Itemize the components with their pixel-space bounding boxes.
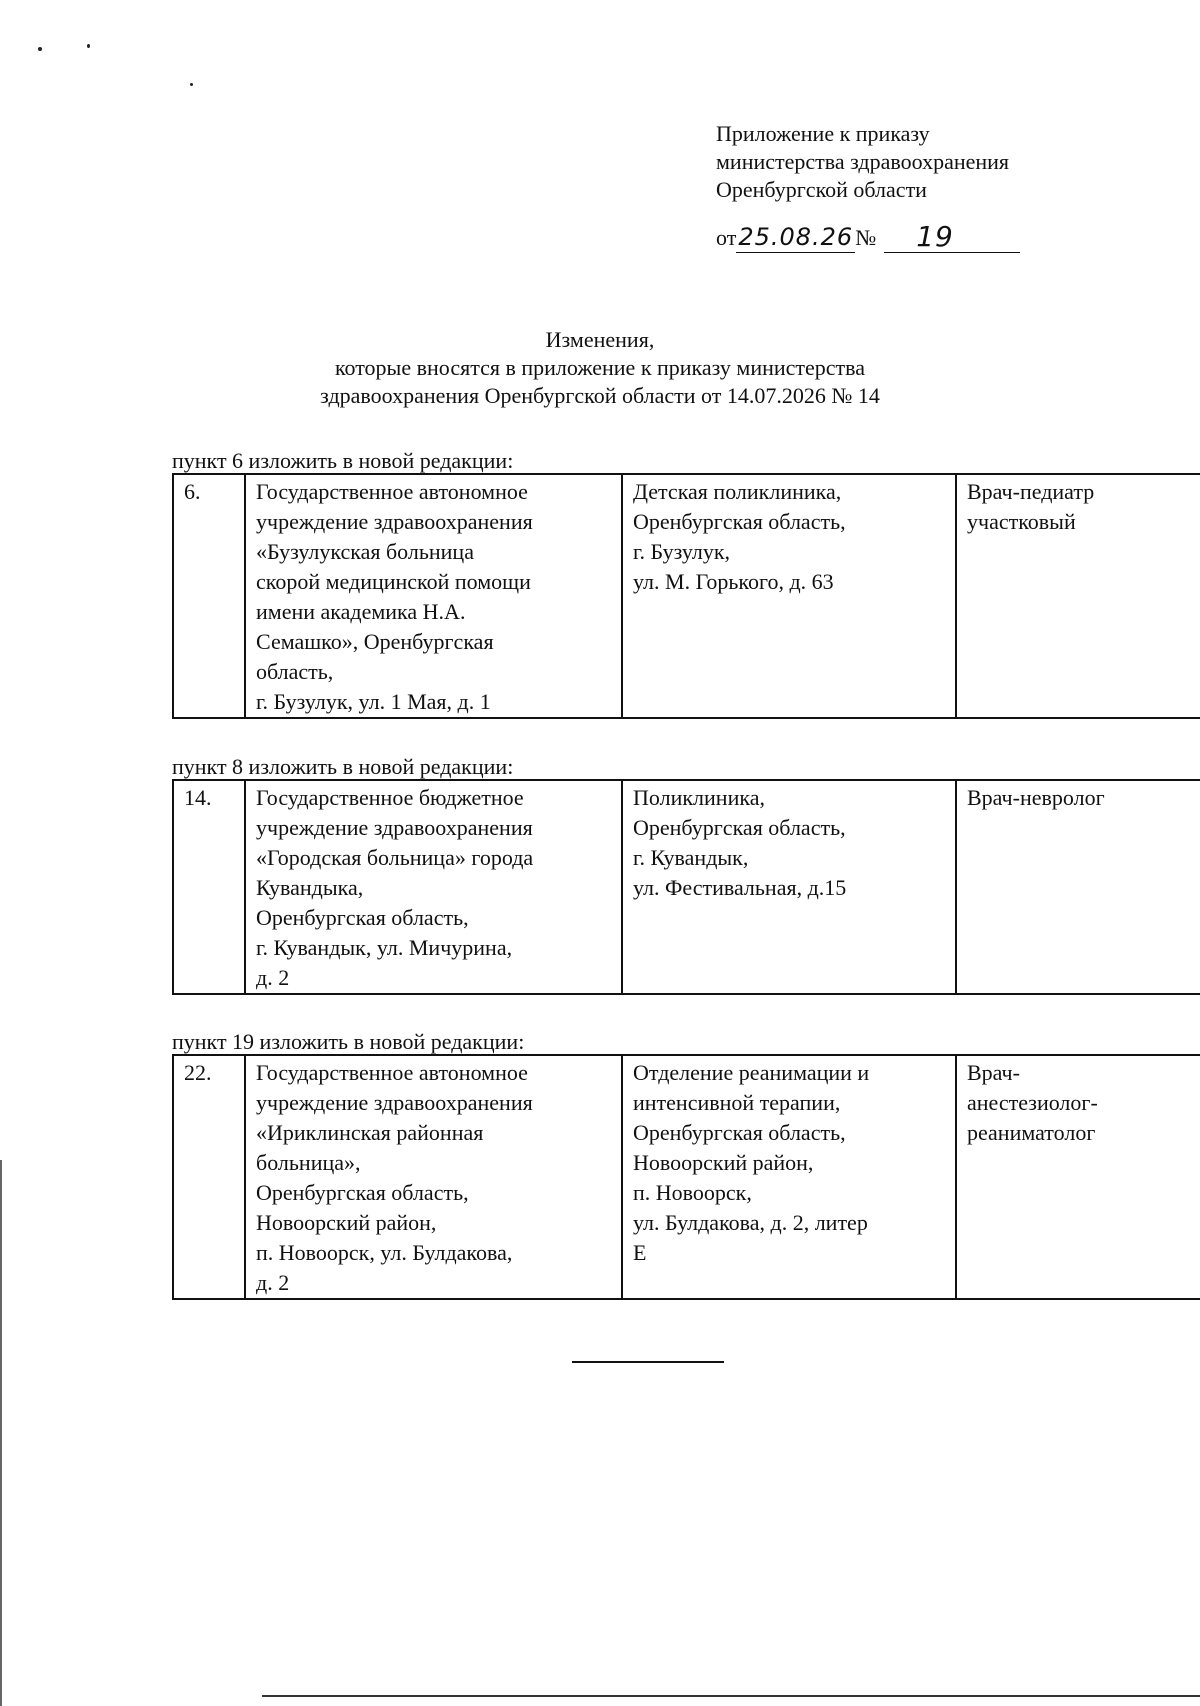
table-row <box>173 780 1200 994</box>
title-line: Изменения, <box>545 327 655 352</box>
document-title <box>0 326 1200 410</box>
organization-cell <box>245 780 622 994</box>
specialty-line: Врач-невролог <box>967 785 1105 810</box>
order-date-number <box>716 222 1020 253</box>
organization-line: область, <box>256 659 334 684</box>
scan-edge <box>0 1160 2 1706</box>
scan-speck <box>87 44 90 48</box>
organization-line: Оренбургская область, <box>256 905 469 930</box>
organization-line: д. 2 <box>256 1270 290 1295</box>
department-line: ул. М. Горького, д. 63 <box>633 569 834 594</box>
organization-line: Государственное автономное <box>256 479 528 504</box>
organization-line: Государственное автономное <box>256 1060 528 1085</box>
approval-line: министерства здравоохранения <box>716 149 1010 174</box>
department-line: ул. Булдакова, д. 2, литер <box>633 1210 868 1235</box>
amendment-table <box>172 1054 1200 1300</box>
department-line: Оренбургская область, <box>633 1120 846 1145</box>
organization-line: учреждение здравоохранения <box>256 815 533 840</box>
department-cell <box>622 780 956 994</box>
organization-line: учреждение здравоохранения <box>256 509 533 534</box>
department-line: Новоорский район, <box>633 1150 814 1175</box>
section-label: пункт 6 изложить в новой редакции: <box>172 448 514 473</box>
order-date: 25.08.26 <box>738 223 854 251</box>
row-number: 22. <box>173 1055 245 1299</box>
organization-line: «Ириклинская районная <box>256 1120 484 1145</box>
organization-line: учреждение здравоохранения <box>256 1090 533 1115</box>
title-line: которые вносятся в приложение к приказу министерства <box>334 355 866 380</box>
department-line: Оренбургская область, <box>633 815 846 840</box>
organization-line: «Городская больница» города <box>256 845 534 870</box>
department-line: Е <box>633 1240 647 1265</box>
organization-line: г. Кувандык, ул. Мичурина, <box>256 935 513 960</box>
scan-speck <box>38 47 42 51</box>
specialty-cell <box>956 1055 1200 1299</box>
specialty-line: анестезиолог- <box>967 1090 1098 1115</box>
number-prefix: № <box>855 225 877 250</box>
specialty-cell <box>956 780 1200 994</box>
scan-speck <box>190 83 193 86</box>
row-number: 14. <box>173 780 245 994</box>
section-label: пункт 19 изложить в новой редакции: <box>172 1029 525 1054</box>
department-line: Детская поликлиника, <box>633 479 842 504</box>
amendment-table <box>172 473 1200 719</box>
organization-line: д. 2 <box>256 965 290 990</box>
department-line: интенсивной терапии, <box>633 1090 841 1115</box>
table-row <box>173 1055 1200 1299</box>
amendment-section <box>172 755 1134 995</box>
organization-line: скорой медицинской помощи <box>256 569 531 594</box>
department-line: Отделение реанимации и <box>633 1060 870 1085</box>
approval-line: Приложение к приказу <box>716 121 930 146</box>
department-cell <box>622 1055 956 1299</box>
organization-line: имени академика Н.А. <box>256 599 466 624</box>
organization-line: Государственное бюджетное <box>256 785 524 810</box>
department-line: г. Кувандык, <box>633 845 749 870</box>
organization-cell <box>245 474 622 718</box>
specialty-line: участковый <box>967 509 1076 534</box>
department-line: Оренбургская область, <box>633 509 846 534</box>
organization-line: Кувандыка, <box>256 875 364 900</box>
approval-line: Оренбургской области <box>716 177 927 202</box>
row-number: 6. <box>173 474 245 718</box>
organization-line: больница», <box>256 1150 361 1175</box>
amendment-section <box>172 449 1134 719</box>
organization-line: Новоорский район, <box>256 1210 437 1235</box>
department-cell <box>622 474 956 718</box>
end-of-document-rule <box>572 1361 724 1363</box>
approval-block <box>716 120 1020 253</box>
date-prefix: от <box>716 225 737 250</box>
organization-line: г. Бузулук, ул. 1 Мая, д. 1 <box>256 689 491 714</box>
scan-bottom-line <box>262 1695 1200 1697</box>
organization-line: «Бузулукская больница <box>256 539 474 564</box>
organization-line: Оренбургская область, <box>256 1180 469 1205</box>
table-row <box>173 474 1200 718</box>
specialty-line: Врач-педиатр <box>967 479 1095 504</box>
amendment-section <box>172 1030 1134 1300</box>
specialty-line: Врач- <box>967 1060 1020 1085</box>
department-line: г. Бузулук, <box>633 539 731 564</box>
department-line: ул. Фестивальная, д.15 <box>633 875 847 900</box>
section-label: пункт 8 изложить в новой редакции: <box>172 754 514 779</box>
specialty-line: реаниматолог <box>967 1120 1096 1145</box>
organization-line: п. Новоорск, ул. Булдакова, <box>256 1240 513 1265</box>
order-number: 19 <box>884 222 1020 253</box>
amendment-table <box>172 779 1200 995</box>
specialty-cell <box>956 474 1200 718</box>
title-line: здравоохранения Оренбургской области от 14.07.2026 № 14 <box>320 383 880 408</box>
department-line: Поликлиника, <box>633 785 765 810</box>
organization-line: Семашко», Оренбургская <box>256 629 494 654</box>
department-line: п. Новоорск, <box>633 1180 752 1205</box>
organization-cell <box>245 1055 622 1299</box>
